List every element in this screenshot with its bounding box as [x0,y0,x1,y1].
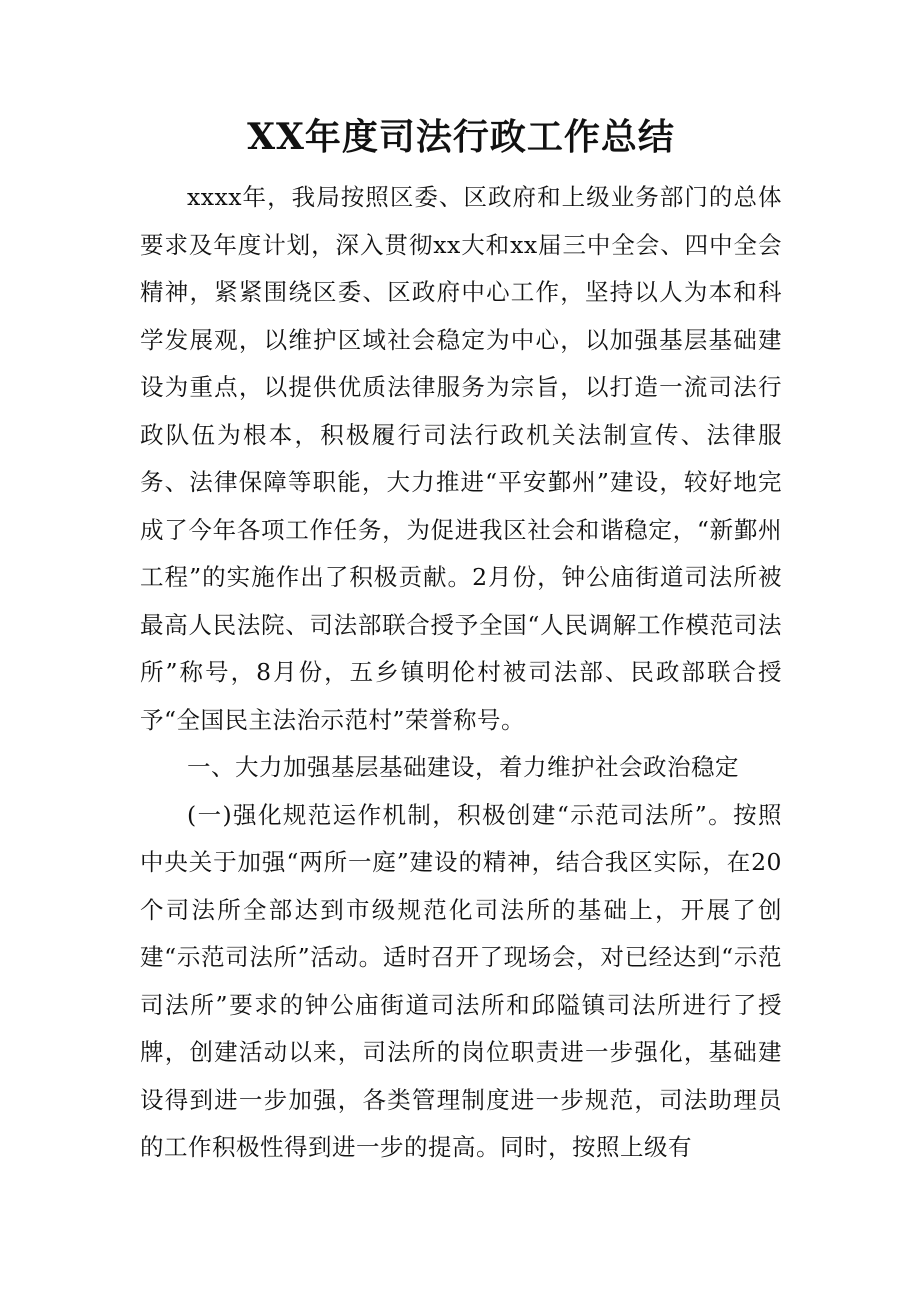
document-body [140,174,782,1172]
intro-paragraph: xxxx年，我局按照区委、区政府和上级业务部门的总体要求及年度计划，深入贯彻xx大和xx届三中全会、四中全会精神，紧紧围绕区委、区政府中心工作，坚持以人为本和科学发展观，以维护区域社会稳定为中心，以加强基层基础建设为重点，以提供优质法律服务为宗旨，以打造一流司法行政队伍为根本，积极履行司法行政机关法制宣传、法律服务、法律保障等职能，大力推进“平安鄞州”建设，较好地完成了今年各项工作任务，为促进我区社会和谐稳定，“新鄞州工程”的实施作出了积极贡献。2月份，钟公庙街道司法所被最高人民法院、司法部联合授予全国“人民调解工作模范司法所”称号，8月份，五乡镇明伦村被司法部、民政部联合授予“全国民主法治示范村”荣誉称号。 [140,183,782,734]
subsection-paragraph: (一)强化规范运作机制，积极创建“示范司法所”。按照中央关于加强“两所一庭”建设的精神，结合我区实际，在20个司法所全部达到市级规范化司法所的基础上，开展了创建“示范司法所”活动。适时召开了现场会，对已经达到“示范司法所”要求的钟公庙街道司法所和邱隘镇司法所进行了授牌，创建活动以来，司法所的岗位职责进一步强化，基础建设得到进一步加强，各类管理制度进一步规范，司法助理员的工作积极性得到进一步的提高。同时，按照上级有 [140,800,782,1161]
document-title: XX年度司法行政工作总结 [247,116,675,158]
section-heading: 一、大力加强基层基础建设，着力维护社会政治稳定 [187,753,739,781]
